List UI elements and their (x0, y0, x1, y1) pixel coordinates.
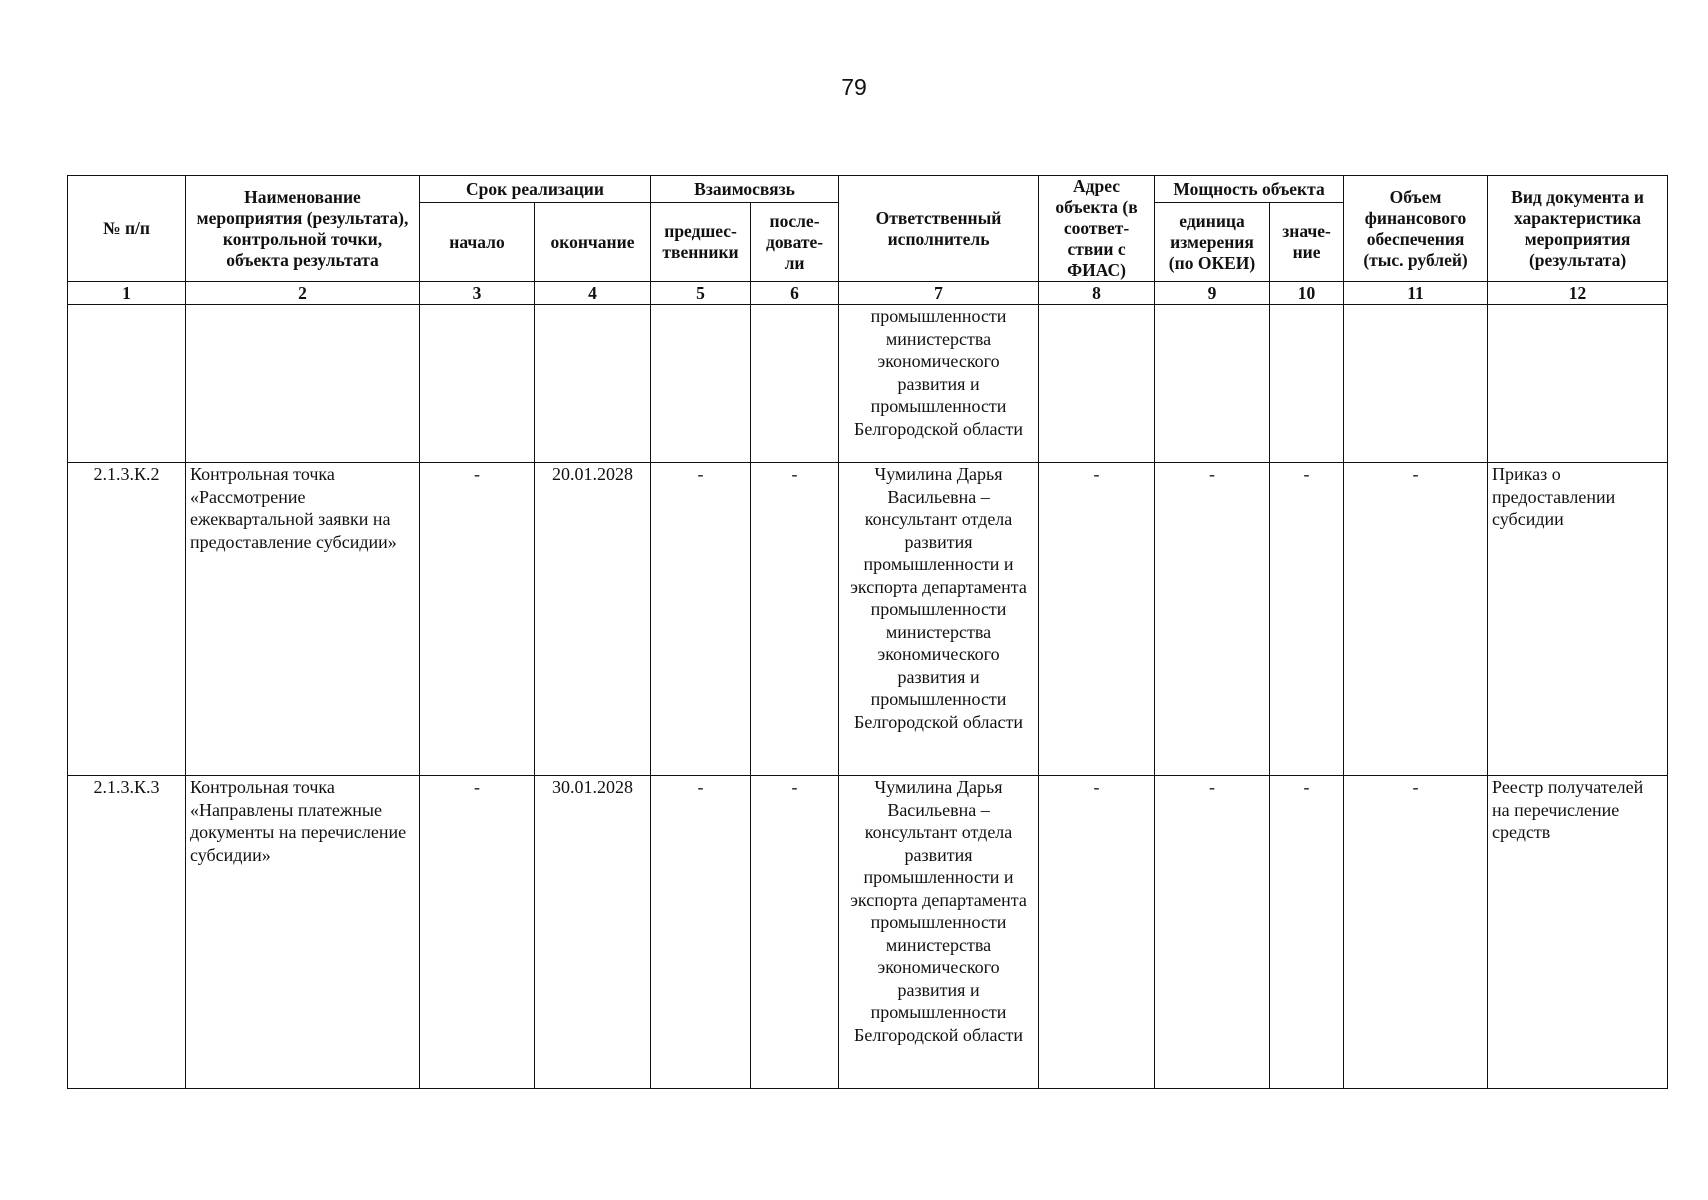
cell-address: - (1039, 776, 1155, 1089)
header-document: Вид документа и характеристика мероприятия (результата) (1488, 176, 1668, 282)
cell-number: 2.1.3.К.3 (68, 776, 186, 1089)
cell-end (535, 305, 651, 463)
page-number: 79 (841, 74, 867, 100)
header-responsible: Ответственный исполнитель (839, 176, 1039, 282)
cell-start: - (420, 463, 535, 776)
header-unit: единица измерения (по ОКЕИ) (1155, 203, 1270, 282)
column-number: 5 (651, 282, 751, 305)
column-number: 11 (1344, 282, 1488, 305)
column-number: 9 (1155, 282, 1270, 305)
cell-unit: - (1155, 463, 1270, 776)
cell-unit: - (1155, 776, 1270, 1089)
cell-value: - (1270, 463, 1344, 776)
cell-start (420, 305, 535, 463)
table-header (68, 176, 1668, 305)
header-name: Наименование мероприятия (результата), контрольной точки, объекта результата (186, 176, 420, 282)
table-row (68, 305, 1668, 463)
cell-address: - (1039, 463, 1155, 776)
cell-document: Реестр получателей на перечисление средств (1488, 776, 1668, 1089)
header-address: Адрес объекта (в соответ- ствии с ФИАС) (1039, 176, 1155, 282)
cell-successors: - (751, 776, 839, 1089)
cell-predecessors (651, 305, 751, 463)
column-number: 3 (420, 282, 535, 305)
header-term-group: Срок реализации (420, 176, 651, 203)
cell-predecessors: - (651, 776, 751, 1089)
cell-name (186, 305, 420, 463)
column-number: 10 (1270, 282, 1344, 305)
table-row (68, 463, 1668, 776)
cell-unit (1155, 305, 1270, 463)
column-number: 1 (68, 282, 186, 305)
header-successors: после- довате- ли (751, 203, 839, 282)
column-number: 7 (839, 282, 1039, 305)
cell-name: Контрольная точка «Рассмотрение ежеквартальной заявки на предоставление субсидии» (186, 463, 420, 776)
cell-value (1270, 305, 1344, 463)
cell-end: 30.01.2028 (535, 776, 651, 1089)
column-number: 2 (186, 282, 420, 305)
table-body (68, 305, 1668, 1089)
cell-predecessors: - (651, 463, 751, 776)
cell-document (1488, 305, 1668, 463)
cell-successors (751, 305, 839, 463)
cell-number: 2.1.3.К.2 (68, 463, 186, 776)
header-predecessors: предшес- твенники (651, 203, 751, 282)
header-start: начало (420, 203, 535, 282)
column-number: 12 (1488, 282, 1668, 305)
cell-finance: - (1344, 776, 1488, 1089)
cell-document: Приказ о предоставлении субсидии (1488, 463, 1668, 776)
cell-finance: - (1344, 463, 1488, 776)
header-value: значе- ние (1270, 203, 1344, 282)
header-end: окончание (535, 203, 651, 282)
cell-address (1039, 305, 1155, 463)
plan-table (67, 175, 1668, 1089)
column-number-row (68, 282, 1668, 305)
column-number: 6 (751, 282, 839, 305)
header-capacity-group: Мощность объекта (1155, 176, 1344, 203)
column-number: 4 (535, 282, 651, 305)
cell-start: - (420, 776, 535, 1089)
cell-number (68, 305, 186, 463)
header-finance: Объем финансового обеспечения (тыс. рублей) (1344, 176, 1488, 282)
header-number: № п/п (68, 176, 186, 282)
cell-responsible: Чумилина Дарья Васильевна – консультант отдела развития промышленности и экспорта департамента промышленности министерства экономического развития и промышленности Белгородской области (839, 463, 1039, 776)
cell-end: 20.01.2028 (535, 463, 651, 776)
cell-finance (1344, 305, 1488, 463)
cell-name: Контрольная точка «Направлены платежные документы на перечисление субсидии» (186, 776, 420, 1089)
cell-responsible: промышленности министерства экономического развития и промышленности Белгородской области (839, 305, 1039, 463)
cell-value: - (1270, 776, 1344, 1089)
column-number: 8 (1039, 282, 1155, 305)
cell-successors: - (751, 463, 839, 776)
cell-responsible: Чумилина Дарья Васильевна – консультант отдела развития промышленности и экспорта департамента промышленности министерства экономического развития и промышленности Белгородской области (839, 776, 1039, 1089)
header-link-group: Взаимосвязь (651, 176, 839, 203)
table-row (68, 776, 1668, 1089)
